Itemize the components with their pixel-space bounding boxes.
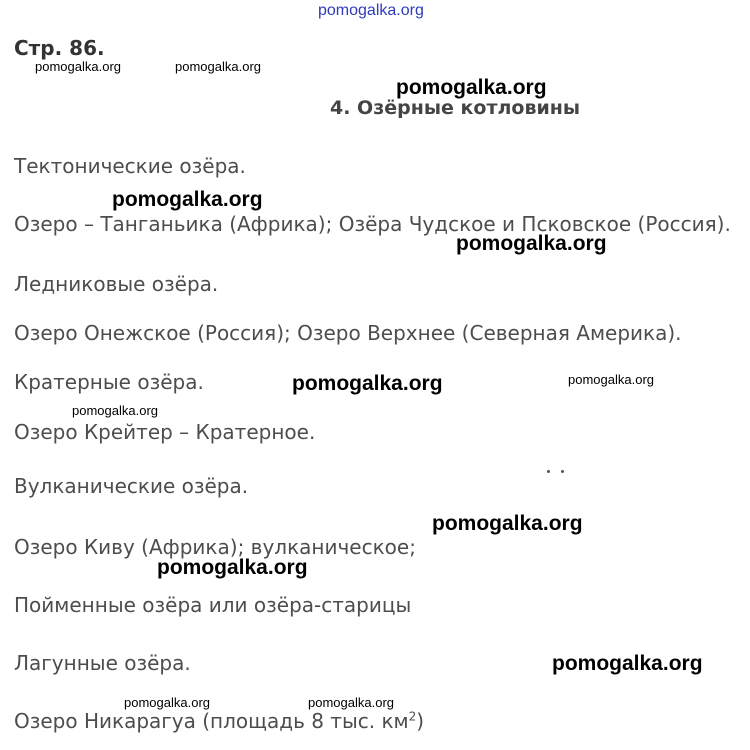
lagoon-example-text: Озеро Никарагуа (площадь 8 тыс. км — [14, 709, 409, 733]
watermark-small: pomogalka.org — [72, 403, 158, 418]
glacial-lakes-heading: Ледниковые озёра. — [14, 272, 219, 296]
speck-mark — [547, 470, 550, 473]
site-header-link[interactable]: pomogalka.org — [318, 2, 424, 19]
crater-lakes-heading: Кратерные озёра. — [14, 370, 204, 394]
watermark-large: pomogalka.org — [456, 232, 607, 255]
tectonic-lakes-heading: Тектонические озёра. — [14, 154, 246, 178]
watermark-small: pomogalka.org — [568, 372, 654, 387]
glacial-lakes-examples: Озеро Онежское (Россия); Озеро Верхнее (Северная Америка). — [14, 321, 682, 345]
page-number: Стр. 86. — [14, 36, 105, 60]
lagoon-lakes-heading: Лагунные озёра. — [14, 651, 191, 675]
volcanic-lakes-examples: Озеро Киву (Африка); вулканическое; — [14, 535, 416, 559]
watermark-small: pomogalka.org — [308, 695, 394, 710]
watermark-small: pomogalka.org — [175, 59, 261, 74]
watermark-large: pomogalka.org — [396, 76, 547, 99]
tectonic-lakes-examples: Озеро – Танганьика (Африка); Озёра Чудское и Псковское (Россия). — [14, 212, 731, 236]
superscript-two: 2 — [408, 709, 417, 724]
watermark-large: pomogalka.org — [292, 372, 443, 395]
speck-mark — [561, 470, 564, 473]
watermark-small: pomogalka.org — [124, 695, 210, 710]
watermark-large: pomogalka.org — [112, 188, 263, 211]
crater-lakes-examples: Озеро Крейтер – Кратерное. — [14, 420, 316, 444]
closing-paren: ) — [416, 709, 425, 733]
watermark-small: pomogalka.org — [35, 59, 121, 74]
watermark-large: pomogalka.org — [157, 556, 308, 579]
floodplain-lakes-heading: Пойменные озёра или озёра-старицы — [14, 593, 412, 617]
volcanic-lakes-heading: Вулканические озёра. — [14, 474, 249, 498]
section-title: 4. Озёрные котловины — [330, 97, 581, 119]
watermark-large: pomogalka.org — [552, 652, 703, 675]
watermark-large: pomogalka.org — [432, 512, 583, 535]
lagoon-lakes-examples — [14, 709, 424, 733]
